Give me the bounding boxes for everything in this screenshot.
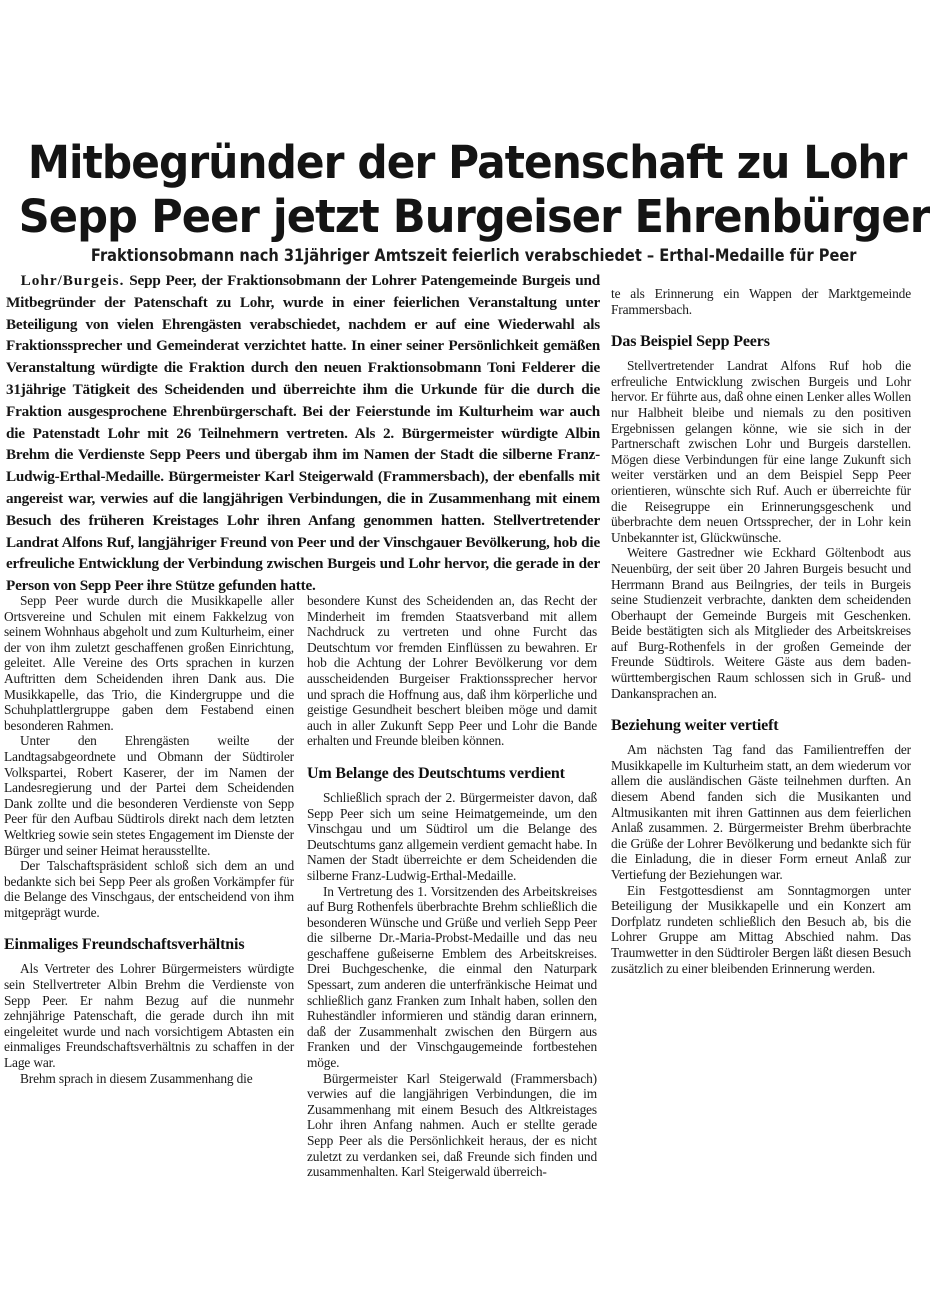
col1-section-heading: Einmaliges Freundschaftsverhältnis	[4, 936, 245, 954]
col3-paragraph: Am nächsten Tag fand das Familientreffen der Musikkapelle im Kulturheim statt, an dem wiederum vor allem die ausländischen Gäste teilnehmen durften. An diesem Abend fanden sich die Musikanten und Altmusikanten mit ihren Gattinnen aus dem feierlichen Anlaß zusammen. 2. Bürgermeister Brehm überbrachte die Grüße der Lohrer Bevölkerung und bedankte sich für die Einladung, die in dieser Form erneut Anlaß zur Vertiefung der Beziehungen war.	[611, 742, 911, 882]
column-1	[4, 593, 294, 1086]
lead-paragraph	[6, 270, 600, 597]
col1-paragraph: Brehm sprach in diesem Zusammenhang die	[20, 1070, 253, 1086]
col2-paragraph: Schließlich sprach der 2. Bürgermeister davon, daß Sepp Peer sich um seine Heimatgemeinde, um den Vinschgau und um Südtirol um die Belange des Deutschtums ganz allgemein verdient gemacht habe. In Namen der Stadt überreichte er dem Scheidenden die silberne Franz-Ludwig-Erthal-Medaille.	[307, 789, 597, 883]
col2-paragraph: besondere Kunst des Scheidenden an, das Recht der Minderheit im fremden Staatsverband mit allem Nachdruck zu vertreten und ohne Furcht das Deutschtum vor fremden Einflüssen zu bewahren. Er hob die Achtung der Lohrer Bevölkerung vor dem ausscheidenden Burgeiser Fraktionssprecher hervor und sprach die Hoffnung aus, daß ihm körperliche und geistige Gesundheit beschert bleiben möge und damit auch in aller Zukunft Sepp Peer und Lohr die Bande erhalten und Freunde bleiben können.	[307, 593, 597, 749]
col3-section-heading: Beziehung weiter vertieft	[611, 717, 779, 735]
column-2	[307, 593, 597, 1180]
lead-dateline: Lohr/Burgeis.	[20, 272, 125, 289]
col3-paragraph: Stellvertretender Landrat Alfons Ruf hob die erfreuliche Entwicklung zwischen Burgeis und Lohr hervor. Er führte aus, daß ohne einen Lenker alles Wollen nur Halbheit bleibe und niemals zu den positiven Ergebnissen gelangen könne, wie sie sich in der Partnerschaft zwischen Lohr und Burgeis darstellen. Mögen diese Verbindungen für eine lange Zukunft sich weiter verstärken und an dem Beispiel Sepp Peer orientieren, wünschte sich Ruf. Auch er überreichte für die Reisegruppe ein Erinnerungsgeschenk und überbrachte dem neuen Ortssprecher, der in Lohr kein Unbekannter ist, Glückwünsche.	[611, 358, 911, 545]
lead-text: Sepp Peer, der Fraktionsobmann der Lohrer Patengemeinde Burgeis und Mitbegründer der Patenschaft zu Lohr, wurde in einer feierlichen Veranstaltung unter Beteiligung von vielen Ehrengästen verabschiedet, nachdem er auf eine Wiederwahl als Fraktionssprecher und Gemeinderat verzichtet hatte. In einer seiner Persönlichkeit gemäßen Veranstaltung würdigte die Fraktion durch den neuen Fraktionsobmann Toni Felderer die 31jährige Tätigkeit des Scheidenden und überreichte ihm die Urkunde für die durch die Fraktion ausgesprochene Ehrenbürgerschaft. Bei der Feierstunde im Kulturheim war auch die Patenstadt Lohr mit 26 Teilnehmern vertreten. Als 2. Bürgermeister würdigte Albin Brehm die Verdienste Sepp Peers und übergab ihm im Namen der Stadt die silberne Franz-Ludwig-Erthal-Medaille. Bürgermeister Karl Steigerwald (Frammersbach), der ebenfalls mit angereist war, verwies auf die langjährigen Verbindungen, die in Zusammenhang mit einem Besuch des früheren Kreistages Lohr ihren Anfang genommen hatten. Stellvertretender Landrat Alfons Ruf, langjähriger Freund von Peer und der Vinschgauer Bevölkerung, hob die erfreuliche Entwicklung der Verbindung zwischen Burgeis und Lohr hervor, die gerade in der Person von Sepp Peer ihre Stütze gefunden hatte.	[6, 272, 600, 595]
col2-paragraph: Bürgermeister Karl Steigerwald (Frammersbach) verwies auf die langjährigen Verbindungen, die im Zusammenhang mit einem Besuch des Altkreistages Lohr ihren Anfang nahmen. Auch er stellte gerade Sepp Peer als die Persönlichkeit heraus, der es nicht zuletzt zu verdanken sei, daß Freunde sich finden und zusammenhalten. Karl Steigerwald überreich-	[307, 1070, 597, 1180]
col1-paragraph: Der Talschaftspräsident schloß sich dem an und bedankte sich bei Sepp Peer als großen Vorkämpfer für die Belange des Vinschgaus, der entscheidend von ihm mitgeprägt wurde.	[4, 858, 294, 920]
col3-paragraph: Ein Festgottesdienst am Sonntagmorgen unter Beteiligung der Musikkapelle und ein Konzert am Dorfplatz rundeten schließlich den Besuch ab, bis die Lohrer Gruppe am Mittag Abschied nahm. Das Traumwetter in den Südtiroler Bergen läßt diesen Besuch zusätzlich zu einer bleibenden Erinnerung werden.	[611, 882, 911, 976]
col3-section-heading: Das Beispiel Sepp Peers	[611, 333, 770, 351]
column-3	[611, 286, 911, 976]
col3-paragraph: te als Erinnerung ein Wappen der Marktgemeinde Frammersbach.	[611, 286, 911, 317]
col1-paragraph: Unter den Ehrengästen weilte der Landtagsabgeordnete und Obmann der Südtiroler Volkspartei, Robert Kaserer, der im Namen der Landesregierung und der Partei dem Scheidenden Dank zollte und die besonderen Verdienste von Sepp Peer für den Aufbau Südtirols direkt nach dem letzten Weltkrieg sowie sein stetes Engagement im Dienste der Bürger und seiner Heimat herausstellte.	[4, 733, 294, 858]
col1-paragraph: Sepp Peer wurde durch die Musikkapelle aller Ortsvereine und Schulen mit einem Fakkelzug von seinem Wohnhaus abgeholt und zum Kulturheim, einer der von ihm zuletzt geschaffenen großen Einrichtung, geleitet. Alle Vereine des Orts sprachen in kurzen Auftritten dem Scheidenden ihren Dank aus. Die Musikkapelle, das Trio, die Kindergruppe und die Schuhplattlergruppe gaben dem Festabend einen besonderen Rahmen.	[4, 593, 294, 733]
col3-paragraph: Weitere Gastredner wie Eckhard Göltenbodt aus Neuenbürg, der seit über 20 Jahren Burgeis besucht und Herrmann Brand aus Beilngries, der teils in Burgeis seine Studienzeit verbrachte, dankten dem scheidenden Oberhaupt der Gemeinde Burgeis mit Geschenken. Beide bestätigten sich als Mitglieder des Arbeitskreises auf Burg-Rothenfels in der großen Gemeinde der Freunde Südtirols. Weitere Gäste aus dem baden-württembergischen Raum schlossen sich in Gruß- und Dankansprachen an.	[611, 545, 911, 701]
col2-section-heading: Um Belange des Deutschtums verdient	[307, 764, 565, 782]
headline-line-2: Sepp Peer jetzt Burgeiser Ehrenbürger	[18, 190, 930, 243]
col1-paragraph: Als Vertreter des Lohrer Bürgermeisters würdigte sein Stellvertreter Albin Brehm die Verdienste von Sepp Peer. Er nahm Bezug auf die nunmehr zehnjährige Patenschaft, die gerade durch ihn mit eingeleitet wurde und nach vorsichtigem Abtasten ein einmaliges Freundschaftsverhältnis zu schaffen in der Lage war.	[4, 961, 294, 1071]
col2-paragraph: In Vertretung des 1. Vorsitzenden des Arbeitskreises auf Burg Rothenfels überbrachte Brehm schließlich die besonderen Wünsche und Grüße und verlieh Sepp Peer die silberne Dr.-Maria-Probst-Medaille und das neu geschaffene gußeiserne Emblem des Arbeitskreises. Drei Buchgeschenke, die einmal den Naturpark Spessart, zum anderen die unterfränkische Heimat und schließlich ganz Franken zum Inhalt haben, sollen den Ruheständler informieren und ständig daran erinnern, daß der Zusammenhalt zwischen den Bürgern aus Franken und der Vinschgaugemeinde fortbestehen möge.	[307, 883, 597, 1071]
subheadline: Fraktionsobmann nach 31jähriger Amtszeit feierlich verabschiedet – Erthal-Medaille für Peer	[90, 246, 857, 266]
headline-line-1: Mitbegründer der Patenschaft zu Lohr	[27, 136, 907, 189]
